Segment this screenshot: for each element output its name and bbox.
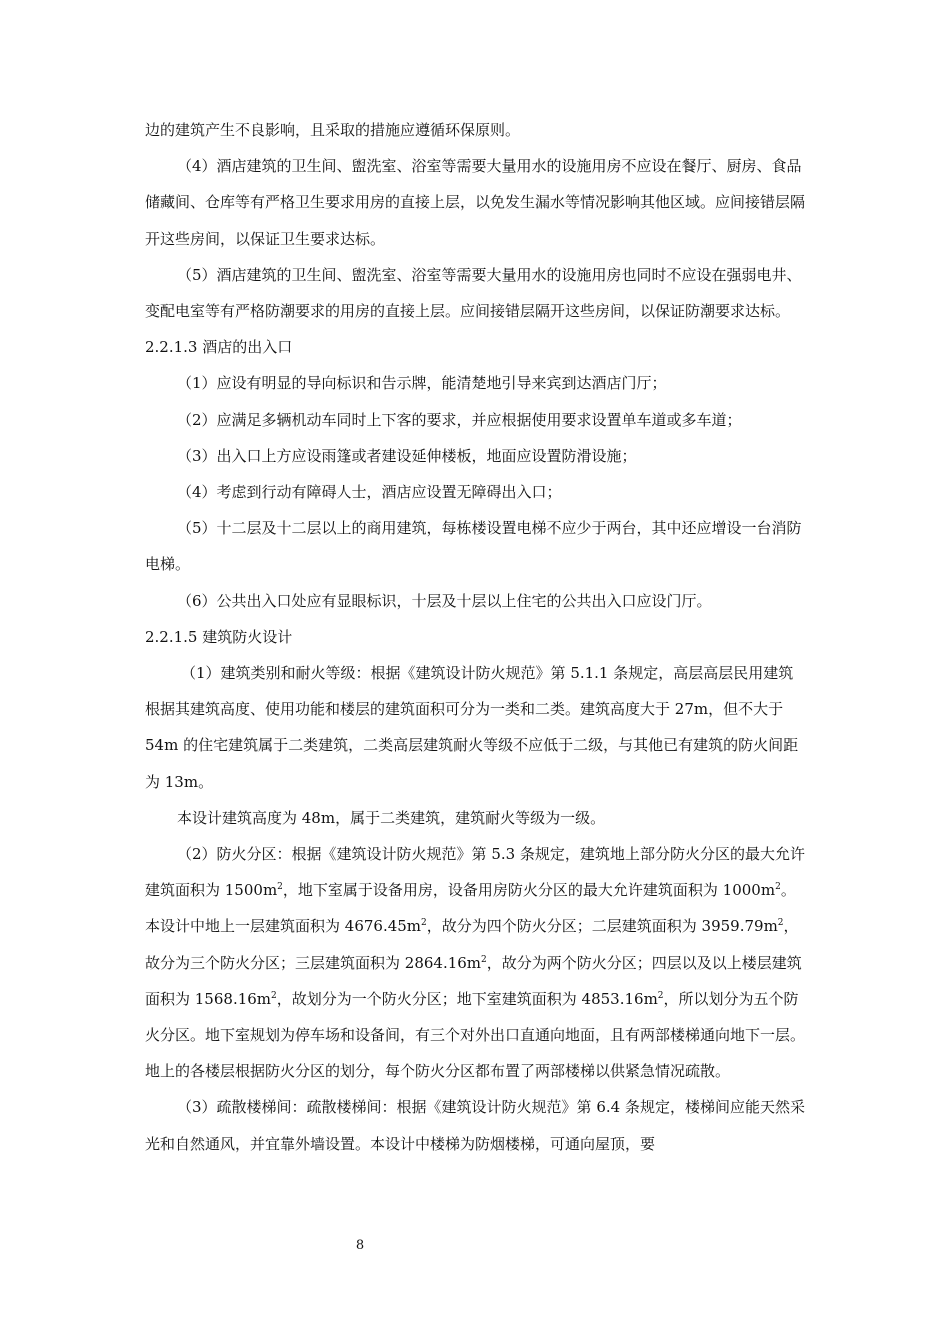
superscript-2: 2 xyxy=(271,990,277,1001)
document-body xyxy=(145,112,807,1162)
fire-zone-text: ，故分为四个防火分区；二层建筑面积为 3959.79m xyxy=(426,917,778,936)
paragraph-fire-zones xyxy=(145,836,807,1089)
superscript-2: 2 xyxy=(657,990,664,1001)
fire-zone-text: ，地下室属于设备用房，设备用房防火分区的最大允许建筑面积为 1000m xyxy=(282,881,776,900)
superscript-2: 2 xyxy=(481,954,487,965)
list-item-entrance-5: （5）十二层及十二层以上的商用建筑，每栋楼设置电梯不应少于两台，其中还应增设一台消防电梯。 xyxy=(145,519,802,574)
fire-zone-text: ，故分为三个防火分区；三层建筑面积为 2864.16m xyxy=(145,917,799,972)
list-item-entrance-2: （2）应满足多辆机动车同时上下客的要求，并应根据使用要求设置单车道或多车道； xyxy=(177,410,742,429)
list-item-entrance-4: （4）考虑到行动有障碍人士，酒店应设置无障碍出入口； xyxy=(177,483,562,502)
fire-zone-text: ，所以划分为五个防火分区。地下室规划为停车场和设备间，有三个对外出口直通向地面，且有两部楼梯通向地下一层。地上的各楼层根据防火分区的划分，每个防火分区都布置了两部楼梯以供紧急情况疏散。 xyxy=(145,989,806,1081)
paragraph-item-5-moisture: （5）酒店建筑的卫生间、盥洗室、浴室等需要大量用水的设施用房也同时不应设在强弱电井、变配电室等有严格防潮要求的用房的直接上层。应间接错层隔开这些房间，以保证防潮要求达标。 xyxy=(145,265,802,321)
section-heading-entrance: 2.2.1.3 酒店的出入口 xyxy=(145,338,293,357)
superscript-2: 2 xyxy=(277,882,283,893)
list-item-entrance-3: （3）出入口上方应设雨篷或者建设延伸楼板，地面应设置防滑设施； xyxy=(177,446,637,465)
paragraph-design-height: 本设计建筑高度为 48m，属于二类建筑，建筑耐火等级为一级。 xyxy=(177,808,606,827)
paragraph-item-4-hygiene: （4）酒店建筑的卫生间、盥洗室、浴室等需要大量用水的设施用房不应设在餐厅、厨房、食品储藏间、仓库等有严格卫生要求用房的直接上层，以免发生漏水等情况影响其他区域。应间接错层隔开这些房间，以保证卫生要求达标。 xyxy=(145,157,806,248)
page-number: 8 xyxy=(355,1238,365,1253)
paragraph-continuation: 边的建筑产生不良影响，且采取的措施应遵循环保原则。 xyxy=(145,121,521,139)
fire-zone-text: 。本设计中地上一层建筑面积为 4676.45m xyxy=(145,881,796,936)
section-heading-fire-design: 2.2.1.5 建筑防火设计 xyxy=(145,627,293,646)
superscript-2: 2 xyxy=(421,918,427,929)
list-item-entrance-6: （6）公共出入口处应有显眼标识，十层及十层以上住宅的公共出入口应设门厅。 xyxy=(177,591,712,610)
fire-zone-text: ，故分为两个防火分区；四层以及以上楼层建筑面积为 1568.16m xyxy=(145,953,802,1008)
list-item-entrance-1: （1）应设有明显的导向标识和告示牌，能清楚地引导来宾到达酒店门厅； xyxy=(177,374,667,393)
superscript-2: 2 xyxy=(775,882,781,893)
superscript-2: 2 xyxy=(777,918,784,929)
fire-zone-text: （2）防火分区：根据《建筑设计防火规范》第 5.3 条规定，建筑地上部分防火分区的最大允许建筑面积为 1500m xyxy=(145,845,805,900)
fire-zone-text: ，故划分为一个防火分区；地下室建筑面积为 4853.16m xyxy=(276,989,658,1008)
paragraph-fire-classification: （1）建筑类别和耐火等级：根据《建筑设计防火规范》第 5.1.1 条规定，高层高层民用建筑根据其建筑高度、使用功能和楼层的建筑面积可分为一类和二类。建筑高度大于 27m，但不大于 54m 的住宅建筑属于二类建筑，二类高层建筑耐火等级不应低于二级，与其他已有建筑的防火间距为 13m。 xyxy=(145,664,799,791)
paragraph-evacuation-stairs: （3）疏散楼梯间：疏散楼梯间：根据《建筑设计防火规范》第 6.4 条规定，楼梯间应能天然采光和自然通风，并宜靠外墙设置。本设计中楼梯为防烟楼梯，可通向屋顶，要 xyxy=(145,1098,805,1153)
